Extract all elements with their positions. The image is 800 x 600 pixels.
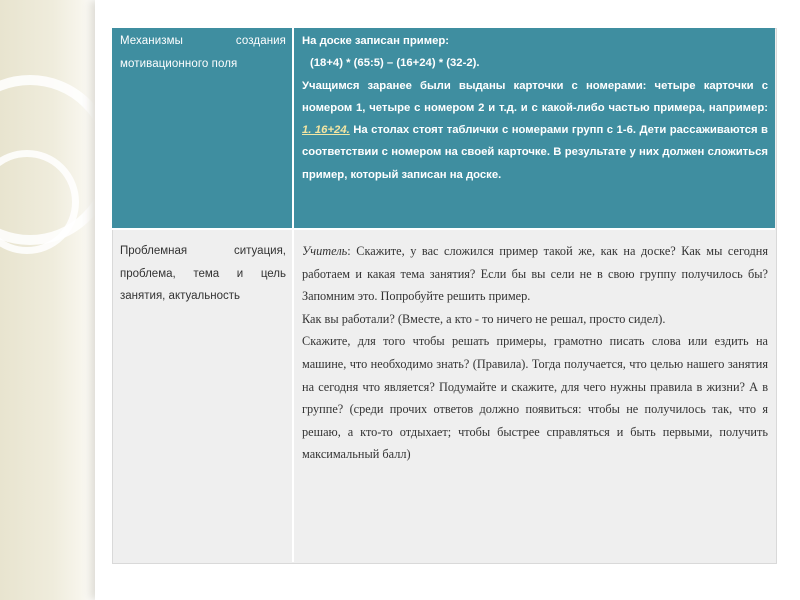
header-row-label: Механизмы создания мотивационного поля [120,35,286,70]
row-divider [112,228,775,230]
example-part-highlight: 1. 16+24. [302,124,350,137]
cards-description [302,75,768,186]
header-row-content [302,30,768,186]
cards-description-text: Учащимся заранее были выданы карточки с номерами: четыре карточки с номером 1, четыре с номером 2 и т.д. и с какой-либо частью примера, например: [302,79,768,114]
board-example-expression: (18+4) * (65:5) – (16+24) * (32-2). [310,57,480,70]
cards-description-rest: На столах стоят таблички с номерами групп с 1-6. Дети рассаживаются в соответствии с номером на своей карточке. В результате у них должен сложиться пример, который записан на доске. [302,124,768,181]
slide-page [100,0,790,600]
decorative-side-band [0,0,95,600]
teacher-paragraph-1 [302,240,768,308]
teacher-label: Учитель [302,244,348,258]
body-row-content [302,240,768,466]
lesson-table [112,28,775,562]
teacher-question-text: : Скажите, у вас сложился пример такой же, как на доске? Как мы сегодня работаем и какая тема занятия? Если бы вы сели не в свою группу получилось бы? Запомним это. Попробуйте решить пример. [302,244,768,304]
teacher-paragraph-3: Скажите, для того чтобы решать примеры, грамотно писать слова или ездить на машине, что необходимо знать? (Правила). Тогда получается, что целью нашего занятия на сегодня что является? Подумайте и скажите, для чего нужны правила в жизни? А в группе? (среди прочих ответов должно появиться: чтобы не получилось так, что я решаю, а кто-то отдыхает; чтобы быстрее справляться и быть первыми, получить максимальный балл) [302,334,768,462]
teacher-paragraph-2: Как вы работали? (Вместе, а кто - то ничего не решал, просто сидел). [302,311,666,326]
body-row-label: Проблемная ситуация, проблема, тема и цель занятия, актуальность [120,245,286,302]
board-example-intro: На доске записан пример: [302,35,450,47]
column-divider [292,28,294,562]
